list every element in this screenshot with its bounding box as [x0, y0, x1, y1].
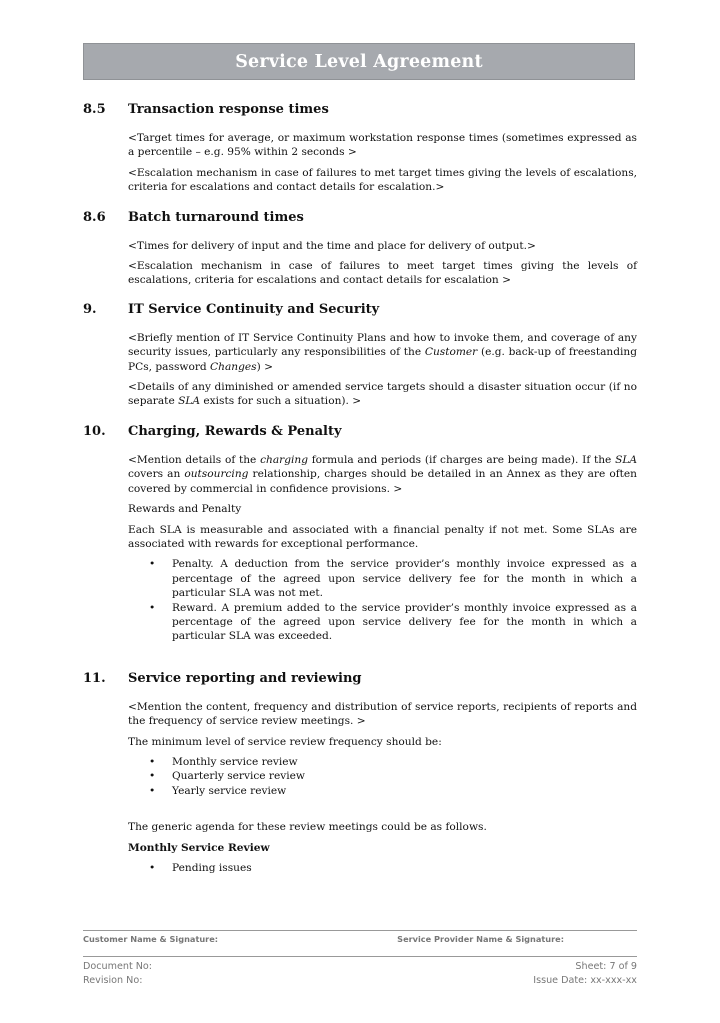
bullet-list [128, 557, 637, 643]
paragraph: <Mention details of the charging formula and periods (if charges are being made). If the SLA covers an outsourcing relationship, charges should be detailed in an Annex as they are often covered by commercial in confidence provisions. > [128, 453, 638, 495]
paragraph: <Escalation mechanism in case of failures to meet target times giving the levels of escalations, criteria for escalations and contact details for escalation > [128, 260, 637, 287]
paragraph: Each SLA is measurable and associated with a financial penalty if not met. Some SLAs are associated with rewards for exceptional performance. [128, 523, 637, 550]
issue-date: Issue Date: xx-xxx-xx [533, 974, 637, 986]
section-heading-10: 10. Charging, Rewards & Penalty [83, 423, 342, 439]
paragraph: The generic agenda for these review meetings could be as follows. [128, 821, 487, 834]
section-heading-11: 11. Service reporting and reviewing [83, 670, 362, 686]
list-item: • Reward. A premium added to the service provider’s monthly invoice expressed as a percentage of the agreed upon service delivery fee for the month in which a particular SLA was exceeded. [128, 601, 637, 644]
section-heading-8-6: 8.6 Batch turnaround times [83, 209, 304, 225]
document-body [83, 101, 637, 875]
paragraph: <Target times for average, or maximum workstation response times (sometimes expressed as a percentile – e.g. 95% within 2 seconds > [128, 132, 637, 159]
paragraph: <Details of any diminished or amended service targets should a disaster situation occur (if no separate SLA exists for such a situation). > [128, 381, 637, 408]
paragraph: <Mention the content, frequency and distribution of service reports, recipients of reports and the frequency of service review meetings. > [128, 700, 637, 728]
footer-rule-bottom [83, 956, 637, 957]
document-title: Service Level Agreement [235, 51, 483, 72]
subheading: Monthly Service Review [128, 841, 270, 854]
sheet-number: Sheet: 7 of 9 [575, 961, 637, 972]
provider-signature-label: Service Provider Name & Signature: [397, 934, 564, 944]
document-title-banner [83, 43, 635, 80]
list-item: • Quarterly service review [128, 769, 637, 783]
bullet-list [128, 755, 637, 798]
paragraph: <Briefly mention of IT Service Continuity Plans and how to invoke them, and coverage of any security issues, particularly any responsibilities of the Customer (e.g. back-up of freestanding PCs, password Changes) > [128, 331, 637, 373]
list-item: • Penalty. A deduction from the service provider’s monthly invoice expressed as a percentage of the agreed upon service delivery fee for the month in which a particular SLA was not met. [128, 557, 637, 600]
paragraph: <Escalation mechanism in case of failures to met target times giving the levels of escalations, criteria for escalations and contact details for escalation.> [128, 166, 637, 194]
customer-signature-label: Customer Name & Signature: [83, 934, 219, 944]
section-heading-8-5: 8.5 Transaction response times [83, 102, 329, 117]
bullet-list [128, 861, 637, 875]
paragraph: <Times for delivery of input and the time and place for delivery of output.> [128, 239, 536, 252]
paragraph: The minimum level of service review frequency should be: [128, 735, 442, 748]
list-item: • Yearly service review [128, 784, 637, 798]
document-meta [83, 960, 637, 987]
list-item: • Pending issues [128, 861, 637, 875]
signature-row [83, 934, 637, 944]
revision-number-label: Revision No: [83, 974, 143, 986]
section-heading-9: 9. IT Service Continuity and Security [83, 301, 380, 317]
footer-rule-top [83, 930, 637, 931]
document-number-label: Document No: [83, 961, 153, 972]
paragraph: Rewards and Penalty [128, 503, 242, 516]
list-item: • Monthly service review [128, 755, 637, 769]
